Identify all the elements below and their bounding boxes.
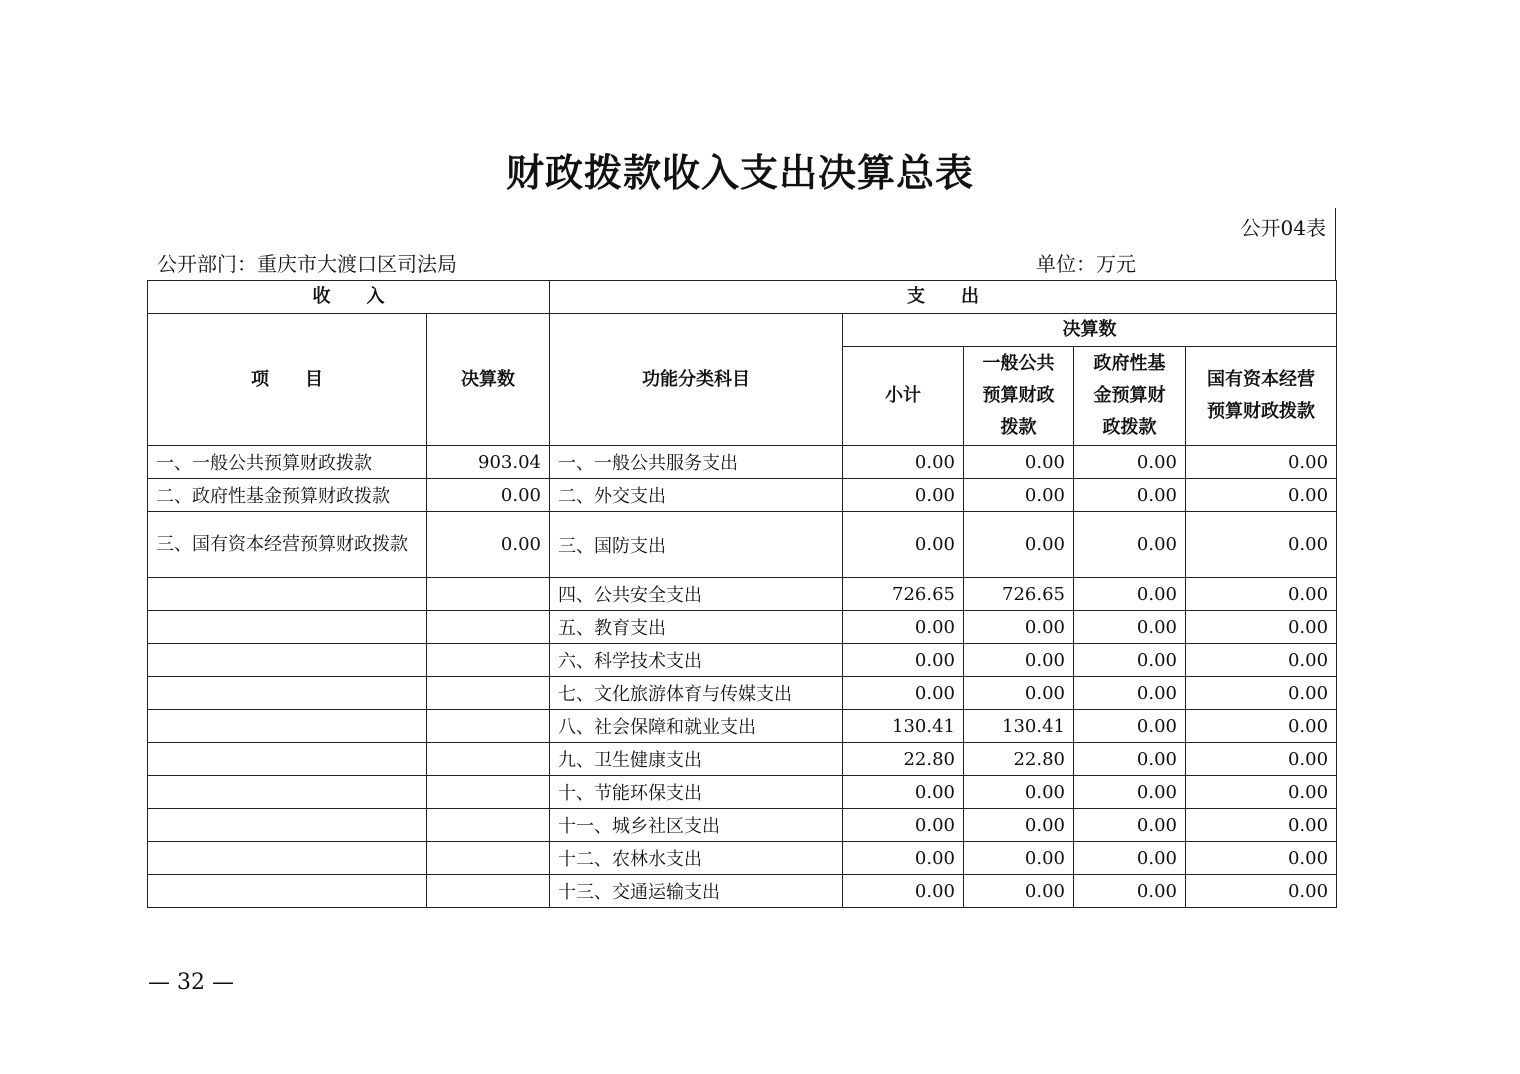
- gov-fund-cell: 0.00: [1074, 842, 1186, 875]
- item-header: 项 目: [148, 314, 427, 446]
- unit-label: 单位：万元: [1036, 252, 1136, 276]
- subtotal-cell: 0.00: [843, 776, 964, 809]
- state-capital-cell: 0.00: [1186, 644, 1337, 677]
- income-item-cell: [148, 743, 427, 776]
- gov-fund-cell: 0.00: [1074, 611, 1186, 644]
- income-amount-cell: [427, 842, 550, 875]
- state-capital-header: 国有资本经营预算财政拨款: [1186, 347, 1337, 446]
- income-item-cell: 二、政府性基金预算财政拨款: [148, 479, 427, 512]
- income-amount-cell: 903.04: [427, 446, 550, 479]
- state-capital-cell: 0.00: [1186, 710, 1337, 743]
- header-row-1: [148, 281, 1337, 314]
- table-row: [148, 512, 1337, 578]
- gov-fund-cell: 0.00: [1074, 710, 1186, 743]
- state-capital-cell: 0.00: [1186, 446, 1337, 479]
- income-amount-cell: [427, 743, 550, 776]
- gov-fund-cell: 0.00: [1074, 446, 1186, 479]
- state-capital-cell: 0.00: [1186, 677, 1337, 710]
- state-capital-cell: 0.00: [1186, 809, 1337, 842]
- category-cell: 十一、城乡社区支出: [550, 809, 843, 842]
- subtotal-cell: 0.00: [843, 479, 964, 512]
- general-budget-cell: 0.00: [964, 842, 1074, 875]
- general-budget-cell: 0.00: [964, 809, 1074, 842]
- subtotal-cell: 0.00: [843, 842, 964, 875]
- general-budget-cell: 0.00: [964, 776, 1074, 809]
- table-row: [148, 644, 1337, 677]
- gov-fund-cell: 0.00: [1074, 809, 1186, 842]
- gov-fund-cell: 0.00: [1074, 776, 1186, 809]
- income-item-cell: [148, 710, 427, 743]
- table-row: [148, 743, 1337, 776]
- state-capital-cell: 0.00: [1186, 875, 1337, 908]
- subtotal-cell: 0.00: [843, 446, 964, 479]
- category-cell: 三、国防支出: [550, 512, 843, 578]
- general-budget-cell: 0.00: [964, 446, 1074, 479]
- income-item-cell: [148, 776, 427, 809]
- income-item-cell: [148, 644, 427, 677]
- income-amount-cell: [427, 710, 550, 743]
- income-amount-cell: [427, 611, 550, 644]
- general-budget-cell: 22.80: [964, 743, 1074, 776]
- income-amount-cell: 0.00: [427, 512, 550, 578]
- income-item-cell: [148, 842, 427, 875]
- category-cell: 十二、农林水支出: [550, 842, 843, 875]
- subtotal-cell: 0.00: [843, 512, 964, 578]
- table-row: [148, 776, 1337, 809]
- state-capital-cell: 0.00: [1186, 479, 1337, 512]
- right-border-rule: [1335, 208, 1336, 280]
- table-row: [148, 611, 1337, 644]
- gov-fund-cell: 0.00: [1074, 743, 1186, 776]
- category-cell: 六、科学技术支出: [550, 644, 843, 677]
- final-amount-header: 决算数: [427, 314, 550, 446]
- table-row: [148, 578, 1337, 611]
- header-row-2: [148, 314, 1337, 347]
- income-amount-cell: 0.00: [427, 479, 550, 512]
- functional-category-header: 功能分类科目: [550, 314, 843, 446]
- subtotal-cell: 0.00: [843, 611, 964, 644]
- income-amount-cell: [427, 776, 550, 809]
- subtotal-cell: 726.65: [843, 578, 964, 611]
- general-budget-cell: 726.65: [964, 578, 1074, 611]
- state-capital-cell: 0.00: [1186, 776, 1337, 809]
- general-budget-cell: 0.00: [964, 677, 1074, 710]
- subtotal-cell: 0.00: [843, 644, 964, 677]
- final-group-header: 决算数: [843, 314, 1337, 347]
- income-item-cell: [148, 611, 427, 644]
- gov-fund-cell: 0.00: [1074, 644, 1186, 677]
- expense-header: 支 出: [550, 281, 1337, 314]
- gov-fund-cell: 0.00: [1074, 875, 1186, 908]
- category-cell: 十三、交通运输支出: [550, 875, 843, 908]
- state-capital-cell: 0.00: [1186, 578, 1337, 611]
- general-budget-cell: 130.41: [964, 710, 1074, 743]
- table-row: [148, 809, 1337, 842]
- table-row: [148, 446, 1337, 479]
- state-capital-cell: 0.00: [1186, 611, 1337, 644]
- gov-fund-header: 政府性基金预算财政拨款: [1074, 347, 1186, 446]
- income-item-cell: [148, 578, 427, 611]
- income-item-cell: [148, 809, 427, 842]
- general-budget-cell: 0.00: [964, 611, 1074, 644]
- subtotal-cell: 22.80: [843, 743, 964, 776]
- category-cell: 四、公共安全支出: [550, 578, 843, 611]
- income-item-cell: [148, 677, 427, 710]
- page-title: 财政拨款收入支出决算总表: [505, 151, 974, 195]
- state-capital-cell: 0.00: [1186, 512, 1337, 578]
- department-label: 公开部门：重庆市大渡口区司法局: [157, 252, 457, 276]
- income-header: 收 入: [148, 281, 550, 314]
- category-cell: 七、文化旅游体育与传媒支出: [550, 677, 843, 710]
- subtotal-cell: 130.41: [843, 710, 964, 743]
- income-amount-cell: [427, 875, 550, 908]
- state-capital-cell: 0.00: [1186, 842, 1337, 875]
- page-number: — 32 —: [148, 970, 234, 995]
- gov-fund-cell: 0.00: [1074, 512, 1186, 578]
- state-capital-cell: 0.00: [1186, 743, 1337, 776]
- subtotal-cell: 0.00: [843, 677, 964, 710]
- subtotal-cell: 0.00: [843, 875, 964, 908]
- gov-fund-cell: 0.00: [1074, 578, 1186, 611]
- table-row: [148, 842, 1337, 875]
- income-amount-cell: [427, 644, 550, 677]
- income-item-cell: 一、一般公共预算财政拨款: [148, 446, 427, 479]
- table-row: [148, 710, 1337, 743]
- category-cell: 九、卫生健康支出: [550, 743, 843, 776]
- income-amount-cell: [427, 809, 550, 842]
- category-cell: 十、节能环保支出: [550, 776, 843, 809]
- table-code: 公开04表: [1240, 216, 1326, 240]
- general-budget-cell: 0.00: [964, 479, 1074, 512]
- subtotal-header: 小计: [843, 347, 964, 446]
- income-item-cell: [148, 875, 427, 908]
- category-cell: 一、一般公共服务支出: [550, 446, 843, 479]
- general-budget-cell: 0.00: [964, 644, 1074, 677]
- gov-fund-cell: 0.00: [1074, 479, 1186, 512]
- general-budget-cell: 0.00: [964, 512, 1074, 578]
- income-amount-cell: [427, 578, 550, 611]
- table-row: [148, 479, 1337, 512]
- gov-fund-cell: 0.00: [1074, 677, 1186, 710]
- general-budget-header: 一般公共预算财政拨款: [964, 347, 1074, 446]
- income-amount-cell: [427, 677, 550, 710]
- budget-summary-table: [147, 280, 1337, 908]
- table-row: [148, 875, 1337, 908]
- income-item-cell: 三、国有资本经营预算财政拨款: [148, 512, 427, 578]
- general-budget-cell: 0.00: [964, 875, 1074, 908]
- subtotal-cell: 0.00: [843, 809, 964, 842]
- category-cell: 八、社会保障和就业支出: [550, 710, 843, 743]
- category-cell: 二、外交支出: [550, 479, 843, 512]
- table-row: [148, 677, 1337, 710]
- category-cell: 五、教育支出: [550, 611, 843, 644]
